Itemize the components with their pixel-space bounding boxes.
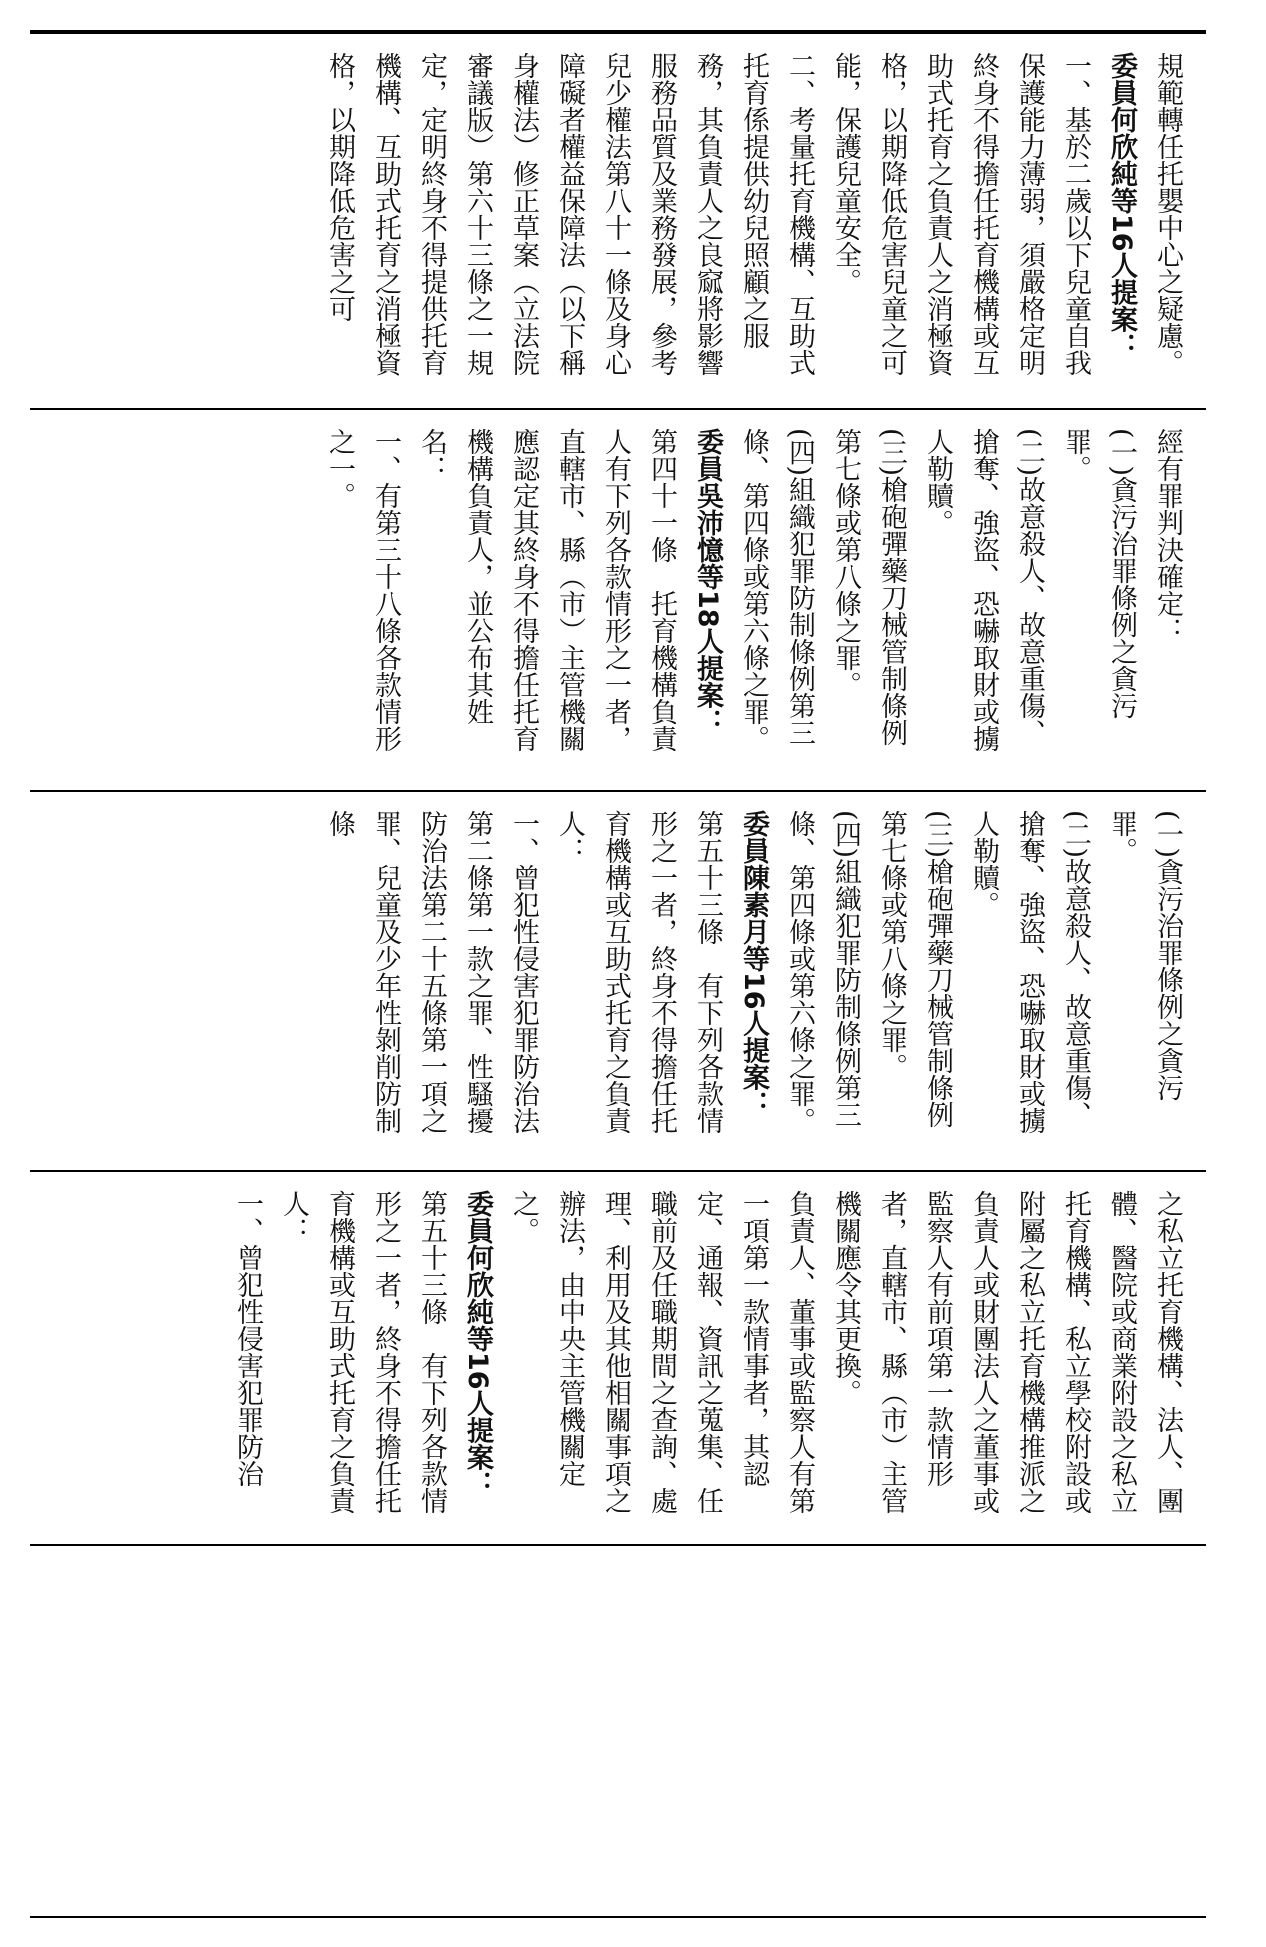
- table-column-proposal-c: [30, 1172, 1206, 1536]
- table-paragraph: 第五十三條 有下列各款情形之一者，終身不得擔任托育機構或互助式托育之負責人：: [554, 810, 723, 1134]
- table-paragraph: 一、基於二歲以下兒童自我保護能力薄弱，須嚴格定明終身不得擔任托育機構或互助式托育之負責人之消極資格，以期降低危害兒童之可能，保護兒童安全。: [830, 52, 1091, 376]
- table-paragraph: (一)貪污治罪條例之貪污罪。: [1060, 428, 1137, 720]
- table-paragraph: 一、有第三十八條各款情形之一。: [324, 428, 401, 752]
- proposal-heading: 委員何欣純等16人提案：: [462, 1190, 493, 1498]
- table-paragraph: 負責人、董事或監察人有第一項第一款情事者，其認定、通報、資訊之蒐集、任職前及任職期間之查詢、處理、利用及其他相關事項之辦法，由中央主管機關定之。: [508, 1190, 815, 1514]
- table-paragraph: 規範轉任托嬰中心之疑慮。: [1152, 52, 1183, 376]
- table-paragraph: (一)貪污治罪條例之貪污罪。: [1106, 810, 1183, 1102]
- page-bottom-rule: [30, 1916, 1206, 1918]
- row-divider: [30, 1170, 1206, 1172]
- table-paragraph: 二、考量托育機構、互助式托育係提供幼兒照顧之服務，其負責人之良窳將影響服務品質及業務發展，參考兒少權法第八十一條及身心障礙者權益保障法（以下稱身權法）修正草案（立法院審議版）第六十三條之一規定，定明終身不得提供托育機構、互助式托育之消極資格，以期降低危害之可: [324, 52, 815, 376]
- table-paragraph: (二)故意殺人、故意重傷、搶奪、強盜、恐嚇取財或擄人勒贖。: [922, 428, 1045, 752]
- row-divider: [30, 790, 1206, 792]
- table-paragraph: (三)槍砲彈藥刀械管制條例第七條或第八條之罪。: [830, 428, 907, 747]
- table-paragraph: (三)槍砲彈藥刀械管制條例第七條或第八條之罪。: [876, 810, 953, 1129]
- table-paragraph: 之私立托育機構、法人、團體、醫院或商業附設之私立托育機構、私立學校附設或附屬之私立托育機構推派之負責人或財團法人之董事或監察人有前項第一款情形者，直轄市、縣（市）主管機關應令其更換。: [830, 1190, 1183, 1514]
- table-paragraph: (二)故意殺人、故意重傷、搶奪、強盜、恐嚇取財或擄人勒贖。: [968, 810, 1091, 1134]
- comparison-table: [30, 34, 1206, 1544]
- table-column-proposal-a: [30, 410, 1206, 774]
- proposal-heading: 委員陳素月等16人提案：: [738, 810, 769, 1118]
- table-column-proposal-b: [30, 792, 1206, 1156]
- table-column-explanation: [30, 34, 1206, 398]
- table-paragraph: 第四十一條 托育機構負責人有下列各款情形之一者，直轄市、縣（市）主管機關應認定其終身不得擔任托育機構負責人，並公布其姓名：: [416, 428, 677, 752]
- table-paragraph: (四)組織犯罪防制條例第三條、第四條或第六條之罪。: [784, 810, 861, 1134]
- table-bottom-rule: [30, 1544, 1206, 1546]
- table-paragraph: 一、曾犯性侵害犯罪防治法第二條第一款之罪、性騷擾防治法第二十五條第一項之罪、兒童及少年性剝削防制條: [324, 810, 539, 1134]
- proposal-heading: 委員吳沛憶等18人提案：: [692, 428, 723, 736]
- row-divider: [30, 408, 1206, 410]
- proposal-heading: 委員何欣純等16人提案：: [1106, 52, 1137, 360]
- table-paragraph: 第五十三條 有下列各款情形之一者，終身不得擔任托育機構或互助式托育之負責人：: [278, 1190, 447, 1514]
- table-paragraph: 經有罪判決確定：: [1152, 428, 1183, 644]
- table-paragraph: (四)組織犯罪防制條例第三條、第四條或第六條之罪。: [738, 428, 815, 752]
- table-paragraph: 一、曾犯性侵害犯罪防治: [232, 1190, 263, 1487]
